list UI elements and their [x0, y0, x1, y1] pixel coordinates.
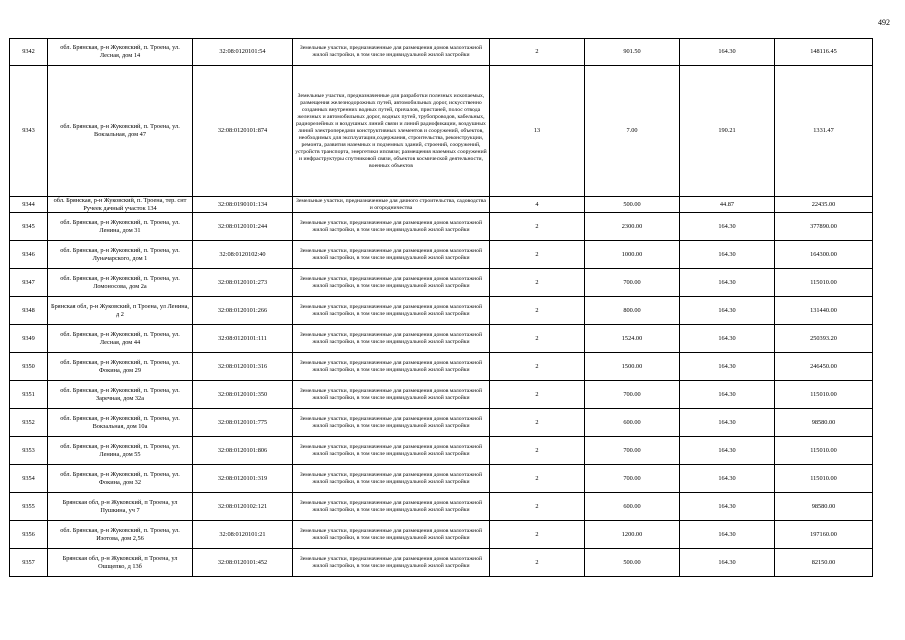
cadastral-value-cell: 246450.00 — [775, 353, 873, 381]
address-cell: обл. Брянская, р-н Жуковский, п. Троена, ул. Луначарского, дом 1 — [48, 241, 193, 269]
table-row — [10, 66, 873, 197]
group-cell: 4 — [490, 197, 585, 213]
cadastral-value-cell: 148116.45 — [775, 39, 873, 66]
cadastral-value-cell: 98580.00 — [775, 409, 873, 437]
row-number-cell: 9343 — [10, 66, 48, 197]
specific-value-cell: 164.30 — [680, 39, 775, 66]
table-row — [10, 241, 873, 269]
land-use-cell: Земельные участки, предназначенные для размещения домов малоэтажной жилой застройки, в том числе индивидуальной жилой застройки — [293, 325, 490, 353]
specific-value-cell: 164.30 — [680, 437, 775, 465]
specific-value-cell: 164.30 — [680, 381, 775, 409]
cadastral-number-cell: 32:08:0190101:134 — [193, 197, 293, 213]
address-cell: обл. Брянская, р-н Жуковский, п. Троена, ул. Лесная, дом 14 — [48, 39, 193, 66]
cadastral-number-cell: 32:08:0120101:266 — [193, 297, 293, 325]
group-cell: 2 — [490, 241, 585, 269]
row-number-cell: 9356 — [10, 521, 48, 549]
cadastral-value-cell: 115010.00 — [775, 437, 873, 465]
area-cell: 700.00 — [585, 269, 680, 297]
address-cell: обл. Брянская, р-н Жуковский, п. Троена, ул. Заречная, дом 32а — [48, 381, 193, 409]
cadastral-number-cell: 32:08:0120101:806 — [193, 437, 293, 465]
row-number-cell: 9351 — [10, 381, 48, 409]
land-use-cell: Земельные участки, предназначенные для размещения домов малоэтажной жилой застройки, в том числе индивидуальной жилой застройки — [293, 213, 490, 241]
table-row — [10, 325, 873, 353]
group-cell: 2 — [490, 521, 585, 549]
table-row — [10, 213, 873, 241]
land-use-cell: Земельные участки, предназначенные для размещения домов малоэтажной жилой застройки, в том числе индивидуальной жилой застройки — [293, 241, 490, 269]
row-number-cell: 9342 — [10, 39, 48, 66]
specific-value-cell: 164.30 — [680, 269, 775, 297]
area-cell: 700.00 — [585, 465, 680, 493]
address-cell: обл. Брянская, р-н Жуковский, п. Троена, тер. снт Ручеек дачный участок 134 — [48, 197, 193, 213]
area-cell: 901.50 — [585, 39, 680, 66]
table-row — [10, 465, 873, 493]
address-cell: Брянская обл, р-н Жуковский, п Троена, ул Пушкина, уч 7 — [48, 493, 193, 521]
group-cell: 13 — [490, 66, 585, 197]
specific-value-cell: 164.30 — [680, 297, 775, 325]
specific-value-cell: 164.30 — [680, 241, 775, 269]
specific-value-cell: 164.30 — [680, 409, 775, 437]
row-number-cell: 9344 — [10, 197, 48, 213]
group-cell: 2 — [490, 325, 585, 353]
land-use-cell: Земельные участки, предназначенные для размещения домов малоэтажной жилой застройки, в том числе индивидуальной жилой застройки — [293, 521, 490, 549]
row-number-cell: 9355 — [10, 493, 48, 521]
row-number-cell: 9350 — [10, 353, 48, 381]
row-number-cell: 9352 — [10, 409, 48, 437]
specific-value-cell: 164.30 — [680, 353, 775, 381]
cadastral-value-cell: 164300.00 — [775, 241, 873, 269]
area-cell: 600.00 — [585, 409, 680, 437]
group-cell: 2 — [490, 465, 585, 493]
group-cell: 2 — [490, 549, 585, 577]
cadastral-value-cell: 115010.00 — [775, 465, 873, 493]
area-cell: 800.00 — [585, 297, 680, 325]
row-number-cell: 9357 — [10, 549, 48, 577]
cadastral-value-cell: 250393.20 — [775, 325, 873, 353]
cadastral-number-cell: 32:08:0120102:40 — [193, 241, 293, 269]
land-use-cell: Земельные участки, предназначенные для размещения домов малоэтажной жилой застройки, в том числе индивидуальной жилой застройки — [293, 269, 490, 297]
cadastral-number-cell: 32:08:0120101:316 — [193, 353, 293, 381]
group-cell: 2 — [490, 437, 585, 465]
row-number-cell: 9345 — [10, 213, 48, 241]
specific-value-cell: 164.30 — [680, 549, 775, 577]
group-cell: 2 — [490, 39, 585, 66]
row-number-cell: 9349 — [10, 325, 48, 353]
table-row — [10, 297, 873, 325]
cadastral-number-cell: 32:08:0120101:54 — [193, 39, 293, 66]
specific-value-cell: 164.30 — [680, 325, 775, 353]
cadastral-value-cell: 22435.00 — [775, 197, 873, 213]
row-number-cell: 9346 — [10, 241, 48, 269]
cadastral-number-cell: 32:08:0120101:874 — [193, 66, 293, 197]
table-row — [10, 197, 873, 213]
specific-value-cell: 164.30 — [680, 213, 775, 241]
cadastral-number-cell: 32:08:0120101:775 — [193, 409, 293, 437]
area-cell: 600.00 — [585, 493, 680, 521]
address-cell: обл. Брянская, р-н Жуковский, п. Троена, ул. Ленина, дом 55 — [48, 437, 193, 465]
address-cell: Брянская обл, р-н Жуковский, п Троена, ул Ошщепко, д 13б — [48, 549, 193, 577]
group-cell: 2 — [490, 269, 585, 297]
table-row — [10, 521, 873, 549]
table-row — [10, 493, 873, 521]
table-row — [10, 269, 873, 297]
cadastral-number-cell: 32:08:0120101:452 — [193, 549, 293, 577]
group-cell: 2 — [490, 297, 585, 325]
cadastral-value-table — [9, 38, 873, 577]
row-number-cell: 9348 — [10, 297, 48, 325]
address-cell: обл. Брянская, р-н Жуковский, п. Троена, ул. Изотова, дом 2,56 — [48, 521, 193, 549]
area-cell: 700.00 — [585, 437, 680, 465]
land-use-cell: Земельные участки, предназначенные для размещения домов малоэтажной жилой застройки, в том числе индивидуальной жилой застройки — [293, 493, 490, 521]
specific-value-cell: 164.30 — [680, 521, 775, 549]
area-cell: 500.00 — [585, 549, 680, 577]
address-cell: обл. Брянская, р-н Жуковский, п. Троена, ул. Вокзальная, дом 10а — [48, 409, 193, 437]
row-number-cell: 9347 — [10, 269, 48, 297]
page-number: 492 — [878, 18, 890, 27]
cadastral-number-cell: 32:08:0120101:244 — [193, 213, 293, 241]
group-cell: 2 — [490, 353, 585, 381]
land-use-cell: Земельные участки, предназначенные для размещения домов малоэтажной жилой застройки, в том числе индивидуальной жилой застройки — [293, 437, 490, 465]
row-number-cell: 9353 — [10, 437, 48, 465]
area-cell: 500.00 — [585, 197, 680, 213]
cadastral-value-cell: 115010.00 — [775, 381, 873, 409]
cadastral-value-cell: 82150.00 — [775, 549, 873, 577]
cadastral-number-cell: 32:08:0120102:121 — [193, 493, 293, 521]
cadastral-value-cell: 1331.47 — [775, 66, 873, 197]
specific-value-cell: 190.21 — [680, 66, 775, 197]
land-use-cell: Земельные участки, предназначенные для разработки полезных ископаемых, размещения железнодорожных путей, автомобильных дорог, искусственно созданных внутренних водных путей, причалов, пристаней, полос отвода железных и автомобильных дорог, водных путей, трубопроводов, кабельных, радиорелейных и воздушных линий связи и линий радиофикации, воздушных линий электропередачи конструктивных элементов и сооружений, объектов, необходимых для эксплуатации,содержания, строительства, реконструкции, ремонта, развития наземных и подземных зданий, строений, сооружений, устройств транспорта, энергетики ипсвязи; размещения наземных сооружений и инфраструктуры спутниковой связи, объектов космической деятельности, военных объектов — [293, 66, 490, 197]
land-use-cell: Земельные участки, предназначенные для размещения домов малоэтажной жилой застройки, в том числе индивидуальной жилой застройки — [293, 381, 490, 409]
land-use-cell: Земельные участки, предназначенные для дачного строительства, садоводства и огородничества — [293, 197, 490, 213]
specific-value-cell: 164.30 — [680, 493, 775, 521]
area-cell: 1000.00 — [585, 241, 680, 269]
address-cell: обл. Брянская, р-н Жуковский, п. Троена, ул. Фокина, дом 32 — [48, 465, 193, 493]
group-cell: 2 — [490, 381, 585, 409]
table-row — [10, 39, 873, 66]
land-use-cell: Земельные участки, предназначенные для размещения домов малоэтажной жилой застройки, в том числе индивидуальной жилой застройки — [293, 39, 490, 66]
table-row — [10, 409, 873, 437]
cadastral-number-cell: 32:08:0120101:111 — [193, 325, 293, 353]
land-use-cell: Земельные участки, предназначенные для размещения домов малоэтажной жилой застройки, в том числе индивидуальной жилой застройки — [293, 465, 490, 493]
area-cell: 700.00 — [585, 381, 680, 409]
cadastral-number-cell: 32:08:0120101:350 — [193, 381, 293, 409]
table-row — [10, 549, 873, 577]
area-cell: 1200.00 — [585, 521, 680, 549]
group-cell: 2 — [490, 213, 585, 241]
row-number-cell: 9354 — [10, 465, 48, 493]
group-cell: 2 — [490, 409, 585, 437]
address-cell: обл. Брянская, р-н Жуковский, п. Троена, ул. Фокина, дом 29 — [48, 353, 193, 381]
cadastral-value-cell: 115010.00 — [775, 269, 873, 297]
land-use-cell: Земельные участки, предназначенные для размещения домов малоэтажной жилой застройки, в том числе индивидуальной жилой застройки — [293, 409, 490, 437]
cadastral-value-cell: 98580.00 — [775, 493, 873, 521]
specific-value-cell: 44.87 — [680, 197, 775, 213]
area-cell: 1524.00 — [585, 325, 680, 353]
group-cell: 2 — [490, 493, 585, 521]
address-cell: обл. Брянская, р-н Жуковский, п. Троена, ул. Ломоносова, дом 2а — [48, 269, 193, 297]
land-use-cell: Земельные участки, предназначенные для размещения домов малоэтажной жилой застройки, в том числе индивидуальной жилой застройки — [293, 297, 490, 325]
address-cell: обл. Брянская, р-н Жуковский, п. Троена, ул. Вокзальная, дом 47 — [48, 66, 193, 197]
cadastral-number-cell: 32:08:0120101:273 — [193, 269, 293, 297]
table-row — [10, 381, 873, 409]
land-use-cell: Земельные участки, предназначенные для размещения домов малоэтажной жилой застройки, в том числе индивидуальной жилой застройки — [293, 353, 490, 381]
cadastral-number-cell: 32:08:0120101:319 — [193, 465, 293, 493]
specific-value-cell: 164.30 — [680, 465, 775, 493]
table-row — [10, 437, 873, 465]
cadastral-value-cell: 197160.00 — [775, 521, 873, 549]
address-cell: Брянская обл, р-н Жуковский, п Троена, ул Ленина, д 2 — [48, 297, 193, 325]
address-cell: обл. Брянская, р-н Жуковский, п. Троена, ул. Ленина, дом 31 — [48, 213, 193, 241]
area-cell: 7.00 — [585, 66, 680, 197]
area-cell: 1500.00 — [585, 353, 680, 381]
cadastral-value-cell: 377890.00 — [775, 213, 873, 241]
table-row — [10, 353, 873, 381]
cadastral-value-cell: 131440.00 — [775, 297, 873, 325]
land-use-cell: Земельные участки, предназначенные для размещения домов малоэтажной жилой застройки, в том числе индивидуальной жилой застройки — [293, 549, 490, 577]
cadastral-number-cell: 32:08:0120101:21 — [193, 521, 293, 549]
address-cell: обл. Брянская, р-н Жуковский, п. Троена, ул. Лесная, дом 44 — [48, 325, 193, 353]
area-cell: 2300.00 — [585, 213, 680, 241]
